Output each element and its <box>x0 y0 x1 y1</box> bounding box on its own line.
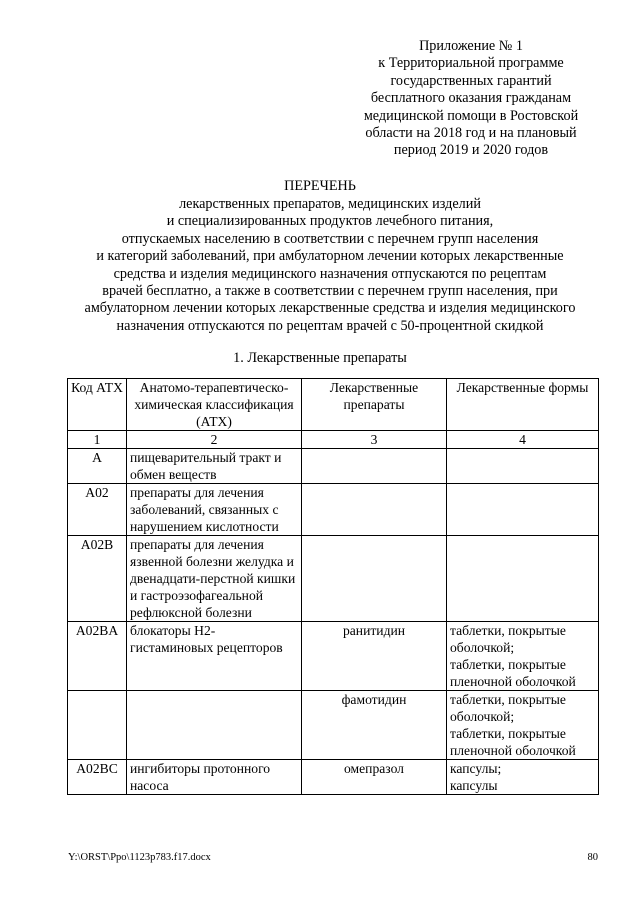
header-forms: Лекарственные формы <box>447 379 599 431</box>
atc-classification: ингибиторы протонного насоса <box>127 760 302 795</box>
table-header-row <box>68 379 599 431</box>
header-drugs: Лекарственные препараты <box>302 379 447 431</box>
table-row <box>68 536 599 622</box>
header-code: Код АТХ <box>68 379 127 431</box>
atc-classification: препараты для лечения язвенной болезни желудка и двенадцати-перстной кишки и гастроэзофагеальной рефлюксной болезни <box>127 536 302 622</box>
dosage-forms <box>447 536 599 622</box>
subtitle-line: амбулаторном лечении которых лекарственные средства и изделия медицинского <box>84 300 576 317</box>
document-subtitle <box>0 196 640 335</box>
drug-name <box>302 536 447 622</box>
atc-code: A02 <box>68 484 127 536</box>
dosage-forms <box>447 484 599 536</box>
dosage-form: таблетки, покрытые оболочкой; <box>450 692 566 724</box>
drug-name: омепразол <box>302 760 447 795</box>
drug-name <box>302 484 447 536</box>
drug-table <box>67 378 599 795</box>
dosage-form: таблетки, покрытые оболочкой; <box>450 623 566 655</box>
column-number-row <box>68 431 599 449</box>
appendix-heading <box>340 38 602 160</box>
section-title: 1. Лекарственные препараты <box>233 350 407 366</box>
drug-name: фамотидин <box>302 691 447 760</box>
atc-classification <box>127 691 302 760</box>
drug-name <box>302 449 447 484</box>
atc-classification: препараты для лечения заболеваний, связанных с нарушением кислотности <box>127 484 302 536</box>
subtitle-line: и специализированных продуктов лечебного питания, <box>166 213 494 230</box>
appendix-line: медицинской помощи в Ростовской <box>363 107 579 124</box>
atc-code: A02BC <box>68 760 127 795</box>
table-row <box>68 449 599 484</box>
appendix-line: области на 2018 год и на плановый <box>365 125 577 142</box>
subtitle-line: средства и изделия медицинского назначения отпускаются по рецептам <box>113 265 547 282</box>
column-number: 3 <box>302 431 447 449</box>
subtitle-line: врачей бесплатно, а также в соответствии с перечнем групп населения, при <box>102 283 558 300</box>
appendix-line: к Территориальной программе <box>378 55 564 72</box>
appendix-line: период 2019 и 2020 годов <box>393 142 549 159</box>
footer-file-path: Y:\ORST\Ppo\1123p783.f17.docx <box>68 852 211 863</box>
subtitle-line: лекарственных препаратов, медицинских изделий <box>179 196 481 212</box>
atc-code: A02B <box>68 536 127 622</box>
subtitle-line: отпускаемых населению в соответствии с перечнем групп населения <box>121 230 539 247</box>
column-number: 1 <box>68 431 127 449</box>
appendix-line: Приложение № 1 <box>419 38 523 54</box>
table-row <box>68 691 599 760</box>
dosage-form: таблетки, покрытые пленочной оболочкой <box>450 657 576 689</box>
dosage-forms <box>447 760 599 795</box>
atc-code: А <box>68 449 127 484</box>
table-row <box>68 760 599 795</box>
appendix-line: государственных гарантий <box>390 72 552 89</box>
column-number: 2 <box>127 431 302 449</box>
subtitle-line: и категорий заболеваний, при амбулаторном лечении которых лекарственные <box>96 248 564 265</box>
header-classification: Анатомо-терапевтическо-химическая классификация (АТХ) <box>127 379 302 431</box>
dosage-forms <box>447 691 599 760</box>
page-number: 80 <box>587 852 598 863</box>
dosage-form: капсулы <box>450 778 498 793</box>
dosage-forms <box>447 449 599 484</box>
table-row <box>68 484 599 536</box>
column-number: 4 <box>447 431 599 449</box>
table-row <box>68 622 599 691</box>
document-title: ПЕРЕЧЕНЬ <box>284 178 356 194</box>
atc-classification: пищеварительный тракт и обмен веществ <box>127 449 302 484</box>
dosage-form: таблетки, покрытые пленочной оболочкой <box>450 726 576 758</box>
drug-name: ранитидин <box>302 622 447 691</box>
dosage-form: капсулы; <box>450 761 502 776</box>
atc-code <box>68 691 127 760</box>
atc-classification: блокаторы Н2-гистаминовых рецепторов <box>127 622 302 691</box>
atc-code: A02BA <box>68 622 127 691</box>
appendix-line: бесплатного оказания гражданам <box>370 90 572 107</box>
subtitle-line: назначения отпускаются по рецептам врачей с 50-процентной скидкой <box>116 317 544 334</box>
dosage-forms <box>447 622 599 691</box>
